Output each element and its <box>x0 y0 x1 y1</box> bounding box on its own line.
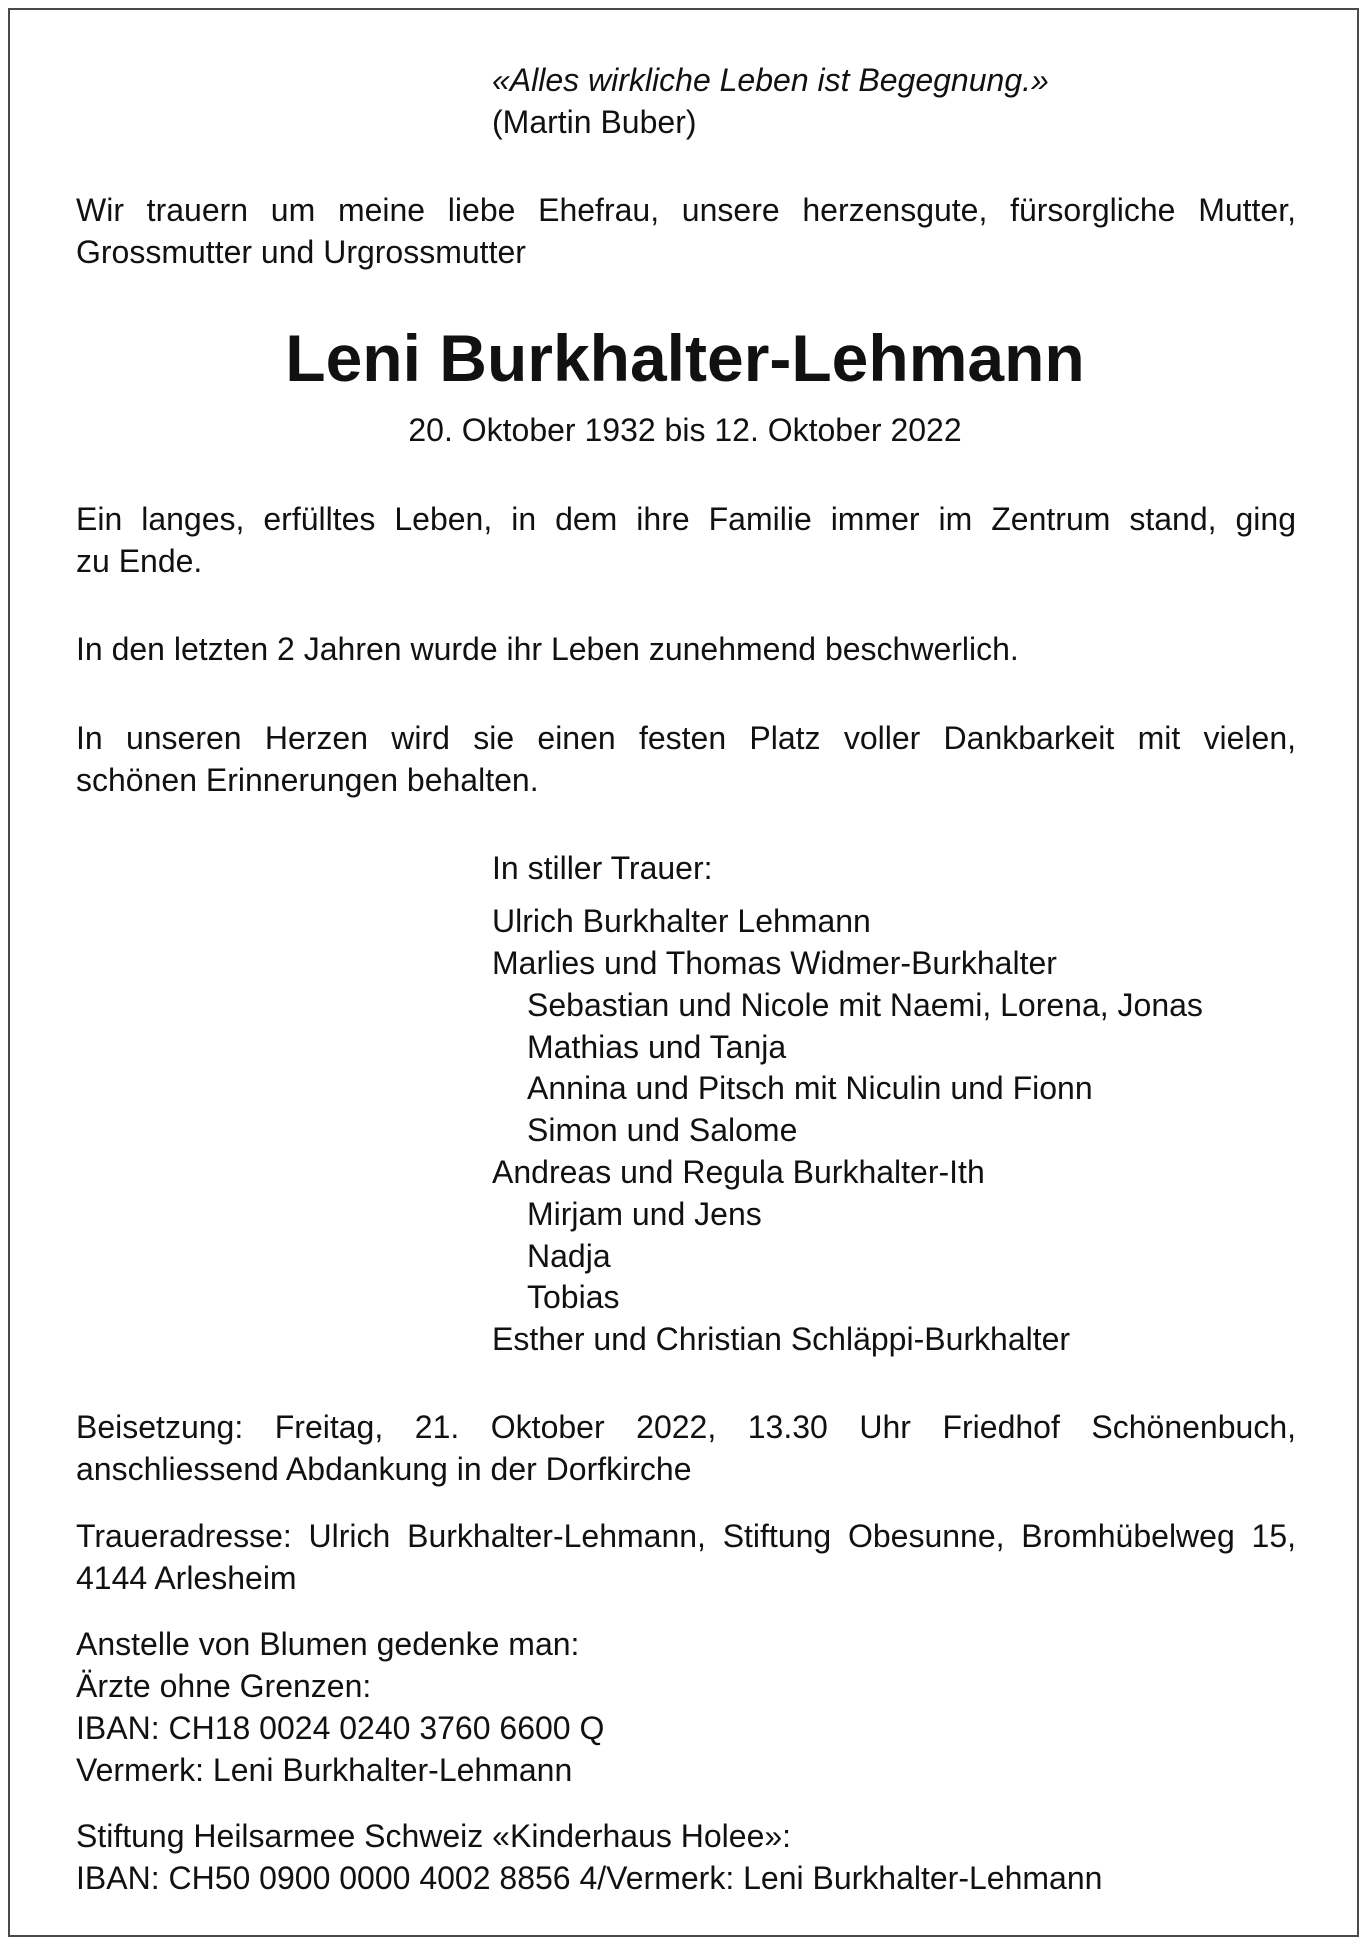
mourner-line: Mathias und Tanja <box>527 1029 787 1065</box>
mourner-line: Simon und Salome <box>527 1112 798 1148</box>
mourner-line: Ulrich Burkhalter Lehmann <box>492 903 871 939</box>
deceased-name: Leni Burkhalter-Lehmann <box>285 321 1085 395</box>
burial-line-2: anschliessend Abdankung in der Dorfkirche <box>76 1451 692 1487</box>
paragraph-1-line-1: Ein langes, erfülltes Leben, in dem ihre Familie immer im Zentrum stand, ging <box>76 501 1296 537</box>
intro-line-1: Wir trauern um meine liebe Ehefrau, unsere herzensgute, fürsorgliche Mutter, <box>76 192 1296 228</box>
intro-line-2: Grossmutter und Urgrossmutter <box>76 234 526 270</box>
life-dates: 20. Oktober 1932 bis 12. Oktober 2022 <box>408 412 962 448</box>
mourner-line: Sebastian und Nicole mit Naemi, Lorena, Jonas <box>527 987 1203 1023</box>
paragraph-3-line-2: schönen Erinnerungen behalten. <box>76 762 539 798</box>
paragraph-2: In den letzten 2 Jahren wurde ihr Leben zunehmend beschwerlich. <box>76 631 1019 667</box>
paragraph-3-line-1: In unseren Herzen wird sie einen festen Platz voller Dankbarkeit mit vielen, <box>76 720 1296 756</box>
paragraph-1-line-2: zu Ende. <box>76 543 203 579</box>
donation-intro: Anstelle von Blumen gedenke man: <box>76 1626 580 1662</box>
donation-org-2: Stiftung Heilsarmee Schweiz «Kinderhaus Holee»: <box>76 1818 792 1854</box>
address-line-1: Traueradresse: Ulrich Burkhalter-Lehmann, Stiftung Obesunne, Bromhübelweg 15, <box>76 1518 1296 1554</box>
donation-iban-1: IBAN: CH18 0024 0240 3760 6600 Q <box>76 1710 605 1746</box>
mourner-line: Annina und Pitsch mit Niculin und Fionn <box>527 1070 1093 1106</box>
mourners-heading: In stiller Trauer: <box>492 850 713 886</box>
mourner-line: Nadja <box>527 1238 611 1274</box>
quote-author: (Martin Buber) <box>492 104 697 140</box>
mourner-line: Andreas und Regula Burkhalter-Ith <box>492 1154 985 1190</box>
donation-org-1: Ärzte ohne Grenzen: <box>76 1668 372 1704</box>
quote-text: «Alles wirkliche Leben ist Begegnung.» <box>492 62 1049 98</box>
donation-iban-2: IBAN: CH50 0900 0000 4002 8856 4/Vermerk: Leni Burkhalter-Lehmann <box>76 1860 1103 1896</box>
mourner-line: Esther und Christian Schläppi-Burkhalter <box>492 1321 1071 1357</box>
mourner-line: Marlies und Thomas Widmer-Burkhalter <box>492 945 1057 981</box>
address-line-2: 4144 Arlesheim <box>76 1560 297 1596</box>
burial-line-1: Beisetzung: Freitag, 21. Oktober 2022, 13.30 Uhr Friedhof Schönenbuch, <box>76 1409 1296 1445</box>
mourner-line: Mirjam und Jens <box>527 1196 762 1232</box>
mourner-line: Tobias <box>527 1279 620 1315</box>
donation-note-1: Vermerk: Leni Burkhalter-Lehmann <box>76 1752 573 1788</box>
